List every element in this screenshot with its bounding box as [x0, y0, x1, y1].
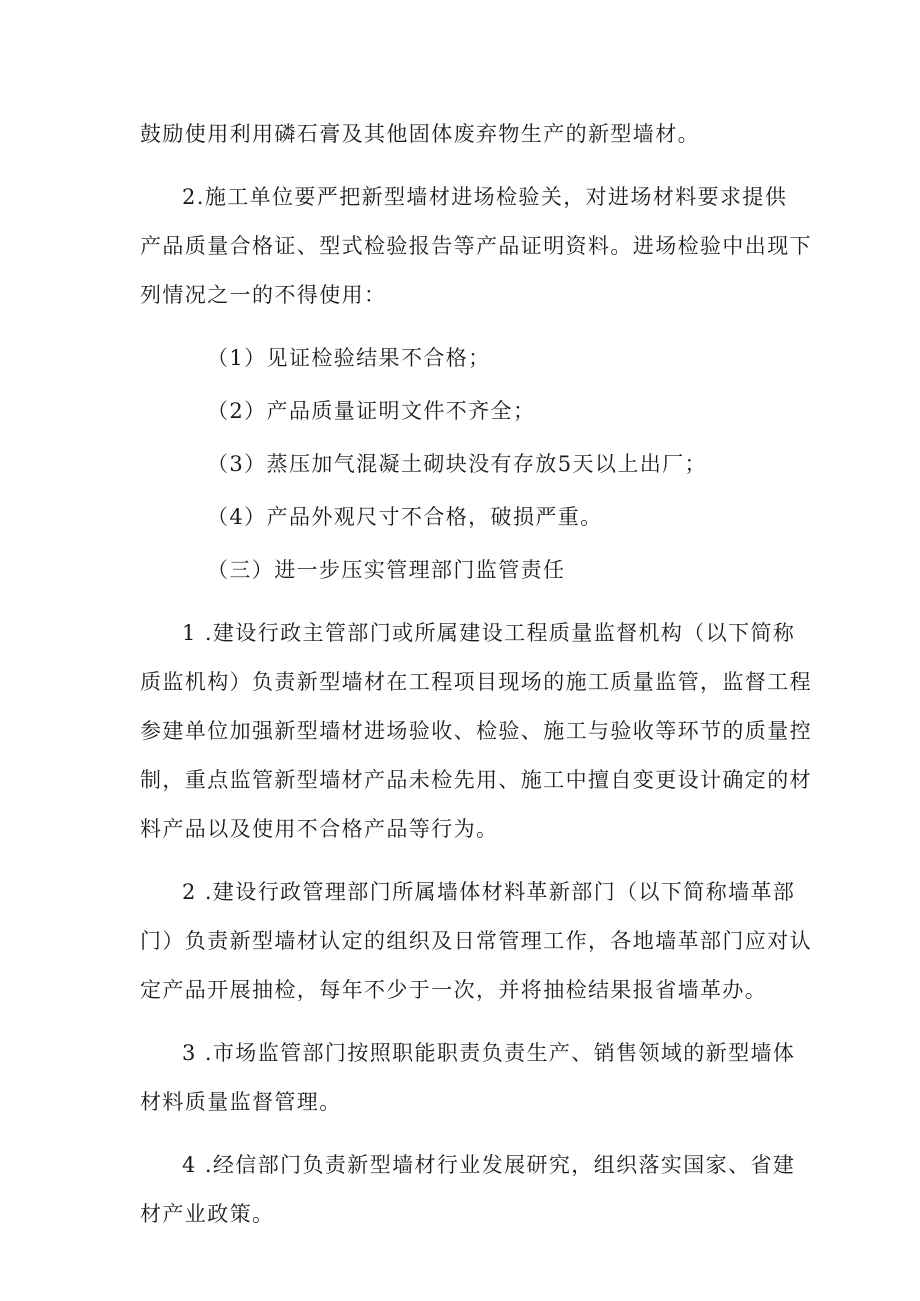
text-line: 料产品以及使用不合格产品等行为。: [140, 817, 499, 841]
text-line: 2.施工单位要严把新型墙材进场检验关，对进场材料要求提供: [182, 185, 788, 209]
text-line: 3 .市场监管部门按照职能职责负责生产、销售领域的新型墙体: [182, 1041, 796, 1065]
section-heading: （三）进一步压实管理部门监管责任: [207, 558, 566, 582]
text-line: 列情况之一的不得使用：: [140, 283, 387, 307]
text-line: 定产品开展抽检，每年不少于一次，并将抽检结果报省墙革办。: [140, 978, 768, 1002]
text-line: 参建单位加强新型墙材进场验收、检验、施工与验收等环节的质量控: [140, 719, 812, 743]
list-item: （3）蒸压加气混凝土砌块没有存放5天以上出厂；: [207, 452, 707, 476]
list-item: （4）产品外观尺寸不合格，破损严重。: [207, 505, 603, 529]
text-line: 材产业政策。: [140, 1202, 275, 1226]
text-line: 1 .建设行政主管部门或所属建设工程质量监督机构（以下简称: [182, 621, 796, 645]
text-line: 产品质量合格证、型式检验报告等产品证明资料。进场检验中出现下: [140, 234, 812, 258]
text-line: 制，重点监管新型墙材产品未检先用、施工中擅自变更设计确定的材: [140, 768, 812, 792]
text-line: 2 .建设行政管理部门所属墙体材料革新部门（以下简称墙革部: [182, 880, 796, 904]
list-item: （2）产品质量证明文件不齐全；: [207, 399, 536, 423]
list-item: （1）见证检验结果不合格；: [207, 346, 491, 370]
document-body: [140, 110, 812, 1239]
text-line: 门）负责新型墙材认定的组织及日常管理工作，各地墙革部门应对认: [140, 929, 812, 953]
text-line: 鼓励使用利用磷石膏及其他固体废弃物生产的新型墙材。: [140, 122, 700, 146]
text-line: 4 .经信部门负责新型墙材行业发展研究，组织落实国家、省建: [182, 1153, 796, 1177]
text-line: 质监机构）负责新型墙材在工程项目现场的施工质量监管，监督工程: [140, 670, 812, 694]
text-line: 材料质量监督管理。: [140, 1090, 342, 1114]
